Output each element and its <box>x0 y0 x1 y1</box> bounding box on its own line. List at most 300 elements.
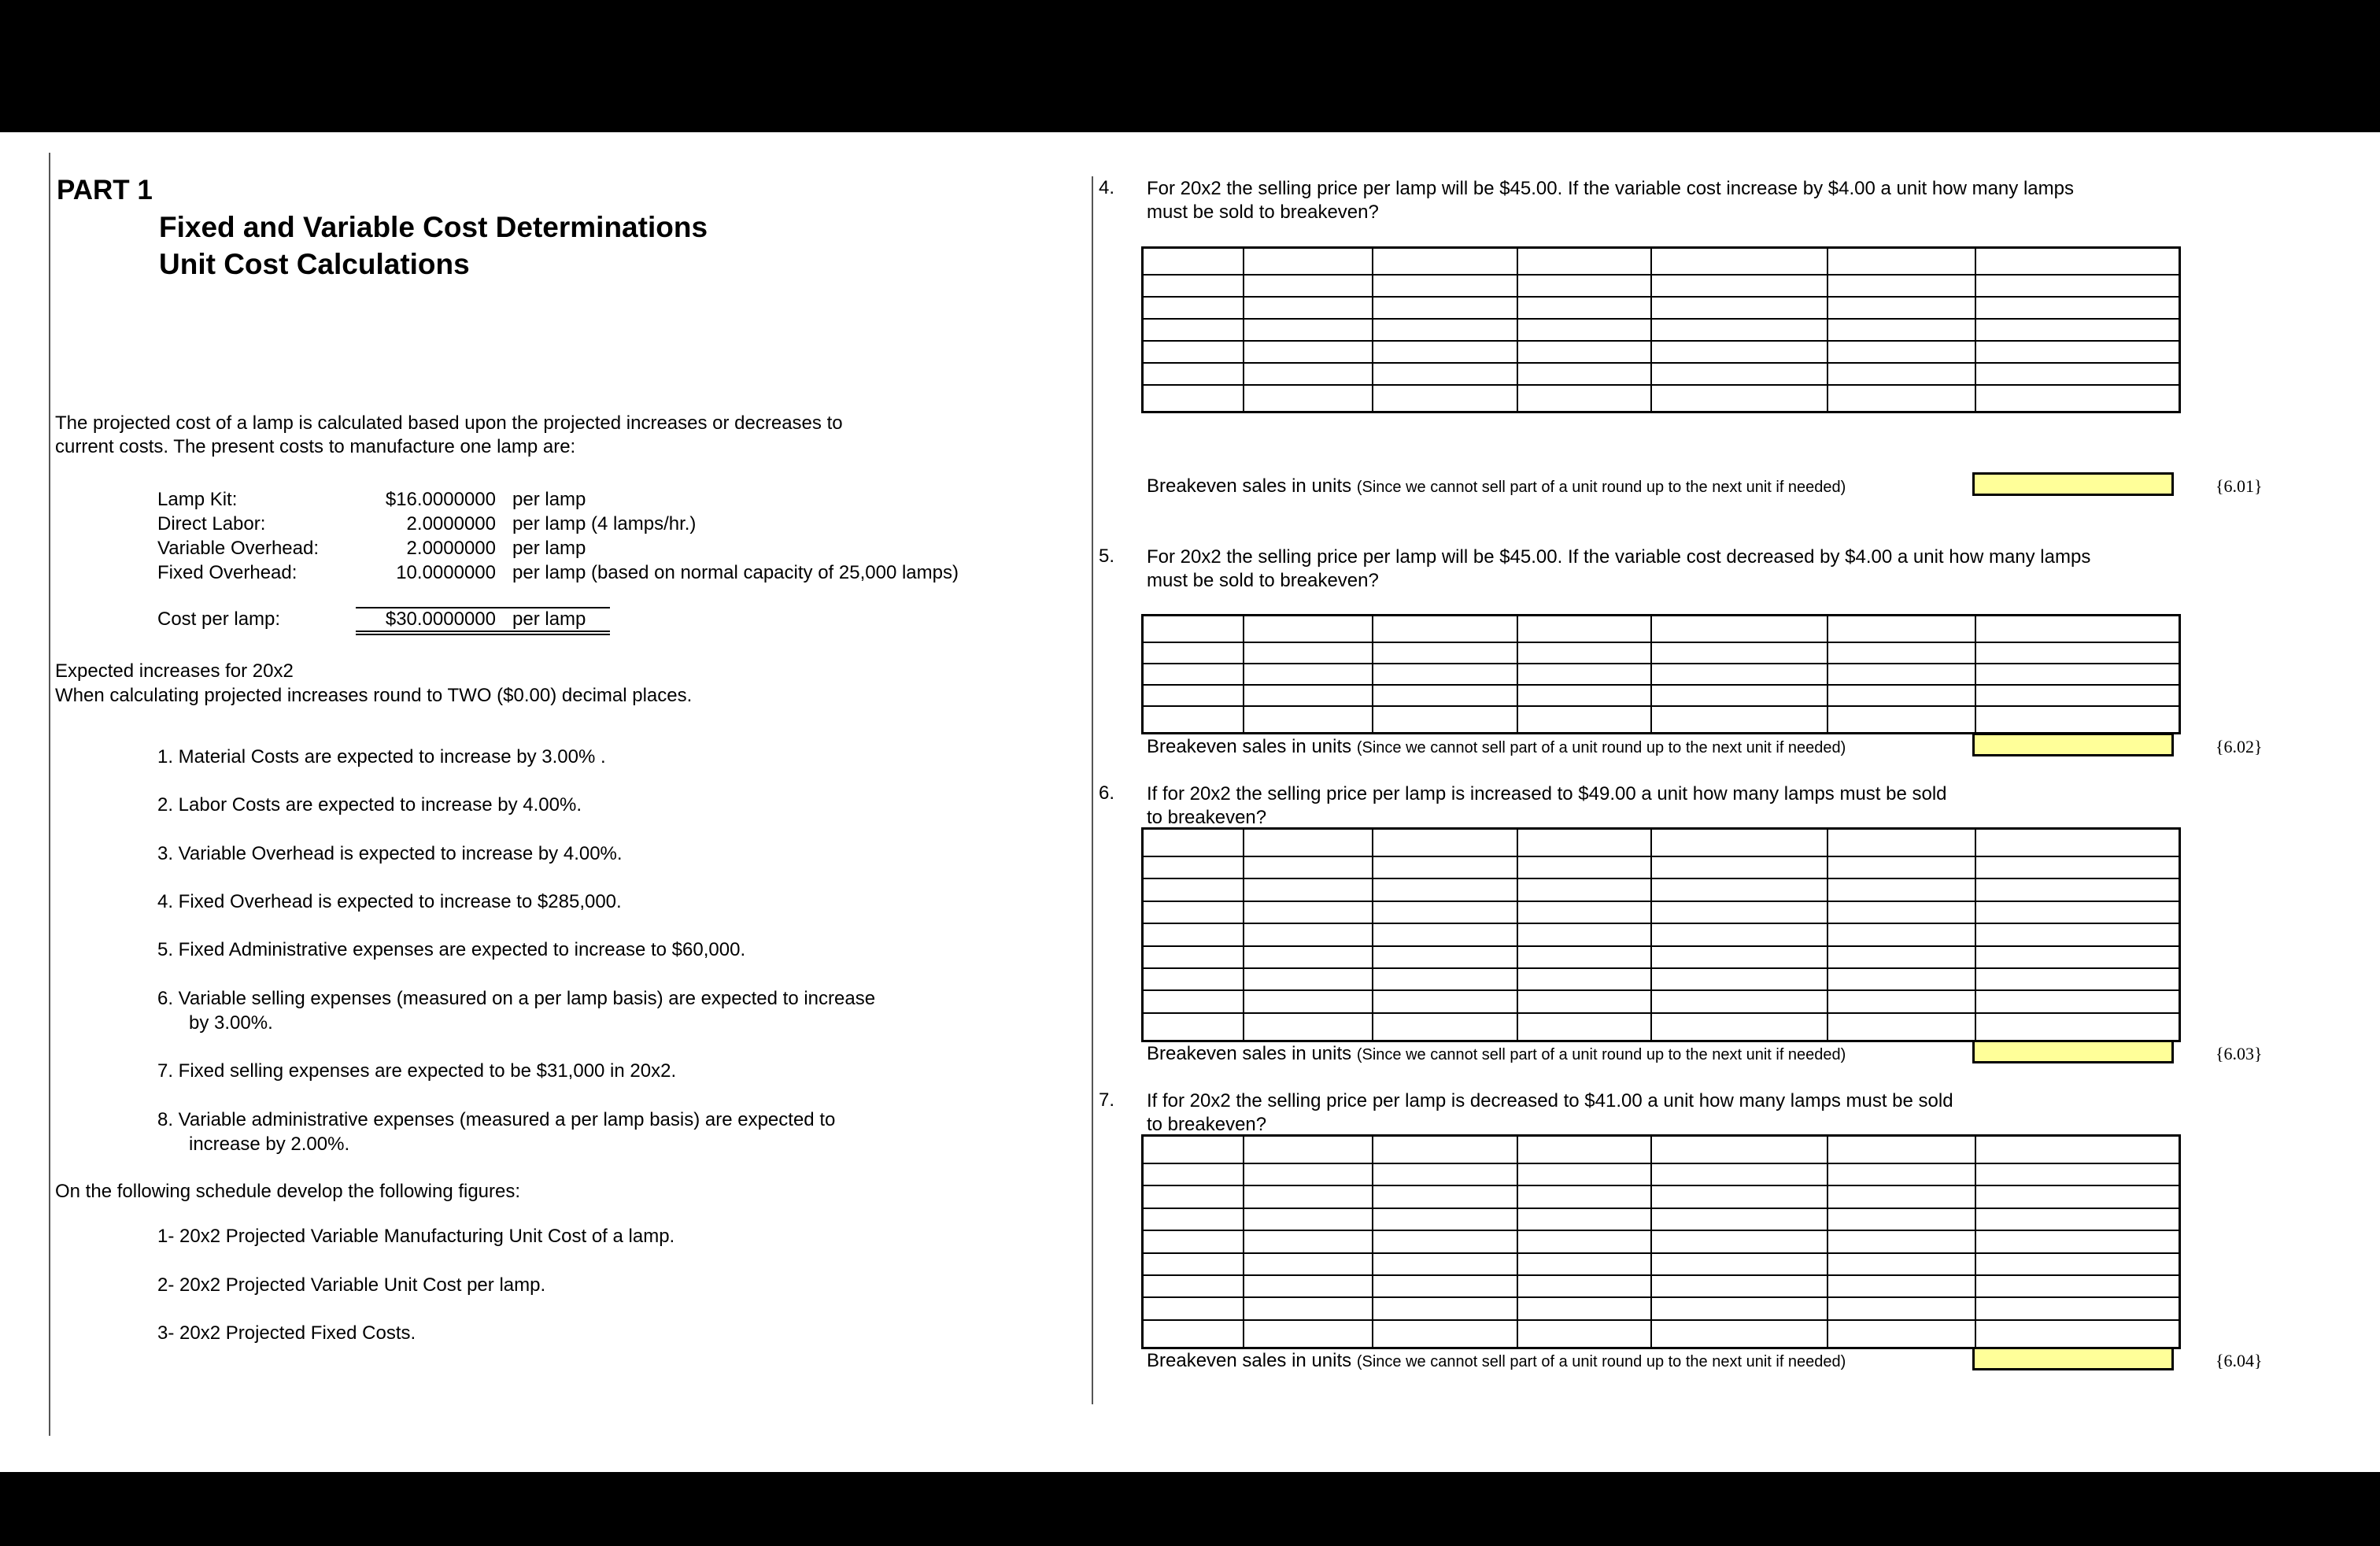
grid-cell[interactable] <box>1517 829 1651 857</box>
grid-cell[interactable] <box>1373 968 1517 990</box>
grid-cell[interactable] <box>1244 990 1373 1012</box>
grid-cell[interactable] <box>1651 616 1828 642</box>
grid-cell[interactable] <box>1244 1253 1373 1275</box>
grid-cell[interactable] <box>1244 297 1373 319</box>
grid-cell[interactable] <box>1373 878 1517 901</box>
grid-cell[interactable] <box>1143 642 1244 664</box>
grid-cell[interactable] <box>1651 946 1828 968</box>
grid-cell[interactable] <box>1651 923 1828 945</box>
grid-cell[interactable] <box>1828 1230 1975 1252</box>
grid-cell[interactable] <box>1975 856 2180 878</box>
grid-cell[interactable] <box>1517 1230 1651 1252</box>
grid-row <box>1143 363 2180 385</box>
question-6-breakeven-label <box>1147 1043 1846 1065</box>
grid-cell[interactable] <box>1517 1013 1651 1041</box>
grid-row <box>1143 297 2180 319</box>
grid-row <box>1143 642 2180 664</box>
grid-cell[interactable] <box>1373 923 1517 945</box>
grid-cell[interactable] <box>1828 1297 1975 1319</box>
grid-cell[interactable] <box>1828 685 1975 706</box>
grid-row <box>1143 1320 2180 1348</box>
cost-row-direct-labor <box>0 513 1023 538</box>
grid-cell[interactable] <box>1143 248 1244 276</box>
grid-cell[interactable] <box>1143 385 1244 412</box>
question-6-number: 6. <box>1099 782 1115 804</box>
grid-cell[interactable] <box>1143 878 1244 901</box>
grid-cell[interactable] <box>1828 901 1975 923</box>
cost-row-fixed-overhead <box>0 562 1023 586</box>
grid-cell[interactable] <box>1244 946 1373 968</box>
grid-cell[interactable] <box>1373 1297 1517 1319</box>
grid-cell[interactable] <box>1975 363 2180 385</box>
grid-cell[interactable] <box>1975 923 2180 945</box>
grid-cell[interactable] <box>1143 829 1244 857</box>
grid-cell[interactable] <box>1143 275 1244 297</box>
grid-row <box>1143 1230 2180 1252</box>
grid-cell[interactable] <box>1651 275 1828 297</box>
grid-cell[interactable] <box>1517 1253 1651 1275</box>
grid-cell[interactable] <box>1517 248 1651 276</box>
question-4-breakeven-label <box>1147 475 1846 497</box>
grid-cell[interactable] <box>1828 664 1975 685</box>
grid-cell[interactable] <box>1373 1013 1517 1041</box>
grid-cell[interactable] <box>1373 829 1517 857</box>
question-7-breakeven-label <box>1147 1350 1846 1372</box>
grid-cell[interactable] <box>1517 946 1651 968</box>
grid-cell[interactable] <box>1651 1297 1828 1319</box>
grid-cell[interactable] <box>1143 685 1244 706</box>
grid-cell[interactable] <box>1143 856 1244 878</box>
grid-cell[interactable] <box>1517 685 1651 706</box>
grid-cell[interactable] <box>1828 1163 1975 1185</box>
grid-cell[interactable] <box>1373 946 1517 968</box>
grid-cell[interactable] <box>1828 616 1975 642</box>
grid-cell[interactable] <box>1143 968 1244 990</box>
grid-cell[interactable] <box>1828 990 1975 1012</box>
grid-cell[interactable] <box>1143 1297 1244 1319</box>
grid-cell[interactable] <box>1828 363 1975 385</box>
grid-cell[interactable] <box>1651 829 1828 857</box>
cost-label: Lamp Kit: <box>157 489 238 510</box>
grid-cell[interactable] <box>1828 275 1975 297</box>
grid-cell[interactable] <box>1143 1013 1244 1041</box>
grid-cell[interactable] <box>1975 1185 2180 1208</box>
grid-row <box>1143 923 2180 945</box>
breakeven-label-text: Breakeven sales in units <box>1147 736 1352 757</box>
schedule-item-3: 3- 20x2 Projected Fixed Costs. <box>157 1322 416 1344</box>
grid-cell[interactable] <box>1373 319 1517 341</box>
question-5-work-grid[interactable] <box>1141 614 2181 734</box>
question-5-answer-cell[interactable] <box>1972 733 2174 756</box>
grid-cell[interactable] <box>1828 297 1975 319</box>
grid-cell[interactable] <box>1143 1163 1244 1185</box>
question-5-breakeven-label <box>1147 736 1846 758</box>
question-5-text-2: must be sold to breakeven? <box>1147 570 1379 591</box>
grid-cell[interactable] <box>1828 248 1975 276</box>
grid-row <box>1143 341 2180 363</box>
grid-cell[interactable] <box>1651 901 1828 923</box>
heading-unit-cost: Unit Cost Calculations <box>159 248 470 280</box>
grid-cell[interactable] <box>1143 664 1244 685</box>
grid-cell[interactable] <box>1975 248 2180 276</box>
grid-cell[interactable] <box>1244 1208 1373 1230</box>
grid-cell[interactable] <box>1373 248 1517 276</box>
grid-cell[interactable] <box>1244 706 1373 733</box>
question-6-text-2: to breakeven? <box>1147 807 1267 828</box>
grid-cell[interactable] <box>1828 1185 1975 1208</box>
grid-cell[interactable] <box>1517 385 1651 412</box>
grid-cell[interactable] <box>1143 901 1244 923</box>
grid-cell[interactable] <box>1373 901 1517 923</box>
grid-cell[interactable] <box>1828 1136 1975 1164</box>
grid-cell[interactable] <box>1517 923 1651 945</box>
question-5-number: 5. <box>1099 546 1115 567</box>
grid-cell[interactable] <box>1517 664 1651 685</box>
grid-cell[interactable] <box>1244 664 1373 685</box>
breakeven-label-text: Breakeven sales in units <box>1147 475 1352 497</box>
grid-cell[interactable] <box>1651 341 1828 363</box>
grid-cell[interactable] <box>1975 642 2180 664</box>
grid-cell[interactable] <box>1651 1136 1828 1164</box>
grid-cell[interactable] <box>1517 706 1651 733</box>
grid-cell[interactable] <box>1975 946 2180 968</box>
grid-cell[interactable] <box>1244 923 1373 945</box>
grid-cell[interactable] <box>1244 248 1373 276</box>
question-5-ref: {6.02} <box>2216 737 2263 756</box>
question-6-work-grid[interactable] <box>1141 827 2181 1042</box>
grid-cell[interactable] <box>1828 968 1975 990</box>
cost-amount: 2.0000000 <box>406 538 496 559</box>
grid-row <box>1143 1297 2180 1319</box>
increase-item-8-cont: increase by 2.00%. <box>189 1134 350 1155</box>
grid-cell[interactable] <box>1373 856 1517 878</box>
grid-cell[interactable] <box>1373 297 1517 319</box>
grid-cell[interactable] <box>1975 878 2180 901</box>
grid-row <box>1143 706 2180 733</box>
grid-cell[interactable] <box>1651 319 1828 341</box>
grid-cell[interactable] <box>1651 297 1828 319</box>
cost-label: Variable Overhead: <box>157 538 320 559</box>
grid-row <box>1143 275 2180 297</box>
expected-line-1: Expected increases for 20x2 <box>55 660 294 682</box>
grid-cell[interactable] <box>1143 1253 1244 1275</box>
grid-cell[interactable] <box>1975 706 2180 733</box>
grid-cell[interactable] <box>1373 1185 1517 1208</box>
grid-row <box>1143 664 2180 685</box>
grid-cell[interactable] <box>1975 1230 2180 1252</box>
worksheet-page <box>0 132 2380 1472</box>
grid-cell[interactable] <box>1517 856 1651 878</box>
grid-cell[interactable] <box>1517 341 1651 363</box>
grid-cell[interactable] <box>1975 1275 2180 1297</box>
increase-item-6-cont: by 3.00%. <box>189 1012 273 1034</box>
grid-cell[interactable] <box>1975 1320 2180 1348</box>
grid-cell[interactable] <box>1143 990 1244 1012</box>
grid-cell[interactable] <box>1244 1185 1373 1208</box>
cost-amount: 2.0000000 <box>406 513 496 534</box>
grid-cell[interactable] <box>1651 642 1828 664</box>
grid-cell[interactable] <box>1373 1136 1517 1164</box>
grid-cell[interactable] <box>1143 706 1244 733</box>
grid-cell[interactable] <box>1517 1297 1651 1319</box>
grid-cell[interactable] <box>1244 363 1373 385</box>
grid-cell[interactable] <box>1975 968 2180 990</box>
grid-cell[interactable] <box>1143 1230 1244 1252</box>
grid-cell[interactable] <box>1244 616 1373 642</box>
grid-cell[interactable] <box>1517 1208 1651 1230</box>
question-7-ref: {6.04} <box>2216 1351 2263 1370</box>
grid-cell[interactable] <box>1517 1275 1651 1297</box>
grid-cell[interactable] <box>1244 1013 1373 1041</box>
grid-cell[interactable] <box>1975 990 2180 1012</box>
grid-row <box>1143 1275 2180 1297</box>
question-7-text-2: to breakeven? <box>1147 1114 1267 1135</box>
heading-cost-determinations: Fixed and Variable Cost Determinations <box>159 211 708 243</box>
grid-cell[interactable] <box>1828 856 1975 878</box>
increase-item-3: 3. Variable Overhead is expected to increase by 4.00%. <box>157 843 623 864</box>
grid-cell[interactable] <box>1373 664 1517 685</box>
cost-unit: per lamp <box>512 538 586 559</box>
grid-cell[interactable] <box>1517 990 1651 1012</box>
total-amount: $30.0000000 <box>385 608 496 630</box>
grid-cell[interactable] <box>1651 385 1828 412</box>
breakeven-label-text: Breakeven sales in units <box>1147 1043 1352 1064</box>
question-4-work-grid[interactable] <box>1141 246 2181 413</box>
expected-line-2: When calculating projected increases round to TWO ($0.00) decimal places. <box>55 685 693 706</box>
grid-cell[interactable] <box>1143 1320 1244 1348</box>
grid-cell[interactable] <box>1143 1136 1244 1164</box>
grid-cell[interactable] <box>1517 1185 1651 1208</box>
grid-cell[interactable] <box>1244 1230 1373 1252</box>
grid-row <box>1143 990 2180 1012</box>
total-double-rule <box>356 631 610 635</box>
grid-cell[interactable] <box>1828 1253 1975 1275</box>
grid-cell[interactable] <box>1651 1163 1828 1185</box>
breakeven-note: (Since we cannot sell part of a unit round up to the next unit if needed) <box>1356 739 1846 756</box>
grid-row <box>1143 901 2180 923</box>
grid-cell[interactable] <box>1244 901 1373 923</box>
grid-cell[interactable] <box>1517 363 1651 385</box>
grid-cell[interactable] <box>1143 1208 1244 1230</box>
grid-cell[interactable] <box>1373 363 1517 385</box>
cost-amount: $16.0000000 <box>385 489 496 510</box>
grid-cell[interactable] <box>1517 968 1651 990</box>
grid-cell[interactable] <box>1244 685 1373 706</box>
increase-item-4: 4. Fixed Overhead is expected to increase to $285,000. <box>157 891 622 912</box>
increase-item-5: 5. Fixed Administrative expenses are expected to increase to $60,000. <box>157 939 746 960</box>
grid-cell[interactable] <box>1244 1136 1373 1164</box>
question-6-answer-cell[interactable] <box>1972 1040 2174 1063</box>
cost-row-variable-overhead <box>0 538 1023 562</box>
grid-cell[interactable] <box>1517 1136 1651 1164</box>
question-4-answer-cell[interactable] <box>1972 472 2174 496</box>
grid-cell[interactable] <box>1975 616 2180 642</box>
question-6-ref: {6.03} <box>2216 1044 2263 1063</box>
grid-row <box>1143 968 2180 990</box>
grid-cell[interactable] <box>1244 856 1373 878</box>
grid-cell[interactable] <box>1517 901 1651 923</box>
grid-row <box>1143 1163 2180 1185</box>
grid-cell[interactable] <box>1975 664 2180 685</box>
grid-cell[interactable] <box>1975 1163 2180 1185</box>
grid-cell[interactable] <box>1517 1163 1651 1185</box>
grid-cell[interactable] <box>1828 1208 1975 1230</box>
schedule-item-1: 1- 20x2 Projected Variable Manufacturing Unit Cost of a lamp. <box>157 1226 675 1247</box>
grid-cell[interactable] <box>1373 1230 1517 1252</box>
grid-cell[interactable] <box>1828 829 1975 857</box>
grid-cell[interactable] <box>1651 1320 1828 1348</box>
grid-cell[interactable] <box>1244 385 1373 412</box>
grid-cell[interactable] <box>1244 968 1373 990</box>
question-7-number: 7. <box>1099 1089 1115 1111</box>
grid-row <box>1143 1253 2180 1275</box>
grid-cell[interactable] <box>1975 901 2180 923</box>
increase-item-1: 1. Material Costs are expected to increase by 3.00% . <box>157 746 606 767</box>
question-4-text-1: For 20x2 the selling price per lamp will be $45.00. If the variable cost increase by $4.00 a unit how many lamps <box>1147 178 2074 199</box>
grid-cell[interactable] <box>1975 685 2180 706</box>
grid-cell[interactable] <box>1517 878 1651 901</box>
grid-cell[interactable] <box>1651 968 1828 990</box>
grid-row <box>1143 829 2180 857</box>
grid-cell[interactable] <box>1373 990 1517 1012</box>
grid-cell[interactable] <box>1975 1136 2180 1164</box>
grid-row <box>1143 1185 2180 1208</box>
cost-unit: per lamp (based on normal capacity of 25,000 lamps) <box>512 562 959 583</box>
question-5-text-1: For 20x2 the selling price per lamp will be $45.00. If the variable cost decreased by $4.00 a unit how many lamps <box>1147 546 2091 568</box>
grid-cell[interactable] <box>1244 1163 1373 1185</box>
grid-cell[interactable] <box>1975 1297 2180 1319</box>
grid-cell[interactable] <box>1975 319 2180 341</box>
grid-cell[interactable] <box>1975 275 2180 297</box>
grid-cell[interactable] <box>1373 341 1517 363</box>
grid-cell[interactable] <box>1143 297 1244 319</box>
breakeven-label-text: Breakeven sales in units <box>1147 1350 1352 1371</box>
grid-row <box>1143 1136 2180 1164</box>
grid-cell[interactable] <box>1373 1253 1517 1275</box>
grid-cell[interactable] <box>1244 341 1373 363</box>
grid-cell[interactable] <box>1244 1320 1373 1348</box>
question-7-text-1: If for 20x2 the selling price per lamp is decreased to $41.00 a unit how many lamps must be sold <box>1147 1090 1953 1111</box>
grid-cell[interactable] <box>1975 341 2180 363</box>
grid-cell[interactable] <box>1651 1185 1828 1208</box>
grid-cell[interactable] <box>1828 878 1975 901</box>
grid-cell[interactable] <box>1244 319 1373 341</box>
question-7-answer-cell[interactable] <box>1972 1347 2174 1370</box>
grid-cell[interactable] <box>1517 275 1651 297</box>
grid-cell[interactable] <box>1373 616 1517 642</box>
grid-cell[interactable] <box>1651 1275 1828 1297</box>
cost-amount: 10.0000000 <box>396 562 496 583</box>
grid-cell[interactable] <box>1517 616 1651 642</box>
grid-cell[interactable] <box>1143 341 1244 363</box>
cost-label: Direct Labor: <box>157 513 266 534</box>
grid-cell[interactable] <box>1828 1275 1975 1297</box>
grid-cell[interactable] <box>1143 1275 1244 1297</box>
grid-cell[interactable] <box>1373 706 1517 733</box>
cost-row-total <box>0 608 1023 633</box>
grid-cell[interactable] <box>1651 990 1828 1012</box>
grid-cell[interactable] <box>1651 248 1828 276</box>
column-divider <box>1092 176 1093 1404</box>
grid-cell[interactable] <box>1828 1013 1975 1041</box>
grid-cell[interactable] <box>1143 319 1244 341</box>
grid-cell[interactable] <box>1651 363 1828 385</box>
grid-cell[interactable] <box>1651 1230 1828 1252</box>
grid-row <box>1143 878 2180 901</box>
grid-cell[interactable] <box>1373 1275 1517 1297</box>
grid-row <box>1143 1013 2180 1041</box>
grid-cell[interactable] <box>1975 1208 2180 1230</box>
grid-cell[interactable] <box>1244 1275 1373 1297</box>
grid-cell[interactable] <box>1651 1013 1828 1041</box>
grid-cell[interactable] <box>1651 706 1828 733</box>
grid-cell[interactable] <box>1373 385 1517 412</box>
grid-cell[interactable] <box>1244 829 1373 857</box>
grid-cell[interactable] <box>1244 642 1373 664</box>
grid-cell[interactable] <box>1651 685 1828 706</box>
grid-cell[interactable] <box>1143 923 1244 945</box>
grid-cell[interactable] <box>1373 1320 1517 1348</box>
left-margin-line <box>49 153 50 1436</box>
grid-cell[interactable] <box>1517 297 1651 319</box>
breakeven-note: (Since we cannot sell part of a unit round up to the next unit if needed) <box>1356 479 1846 496</box>
grid-cell[interactable] <box>1651 1208 1828 1230</box>
grid-row <box>1143 1208 2180 1230</box>
grid-cell[interactable] <box>1517 642 1651 664</box>
grid-cell[interactable] <box>1143 363 1244 385</box>
grid-cell[interactable] <box>1143 946 1244 968</box>
cost-label: Fixed Overhead: <box>157 562 298 583</box>
grid-cell[interactable] <box>1517 319 1651 341</box>
grid-cell[interactable] <box>1975 829 2180 857</box>
grid-cell[interactable] <box>1373 685 1517 706</box>
grid-cell[interactable] <box>1828 1320 1975 1348</box>
grid-cell[interactable] <box>1373 642 1517 664</box>
grid-cell[interactable] <box>1143 616 1244 642</box>
grid-cell[interactable] <box>1244 1297 1373 1319</box>
grid-cell[interactable] <box>1517 1320 1651 1348</box>
grid-cell[interactable] <box>1651 878 1828 901</box>
grid-cell[interactable] <box>1975 1253 2180 1275</box>
breakeven-note: (Since we cannot sell part of a unit round up to the next unit if needed) <box>1356 1046 1846 1063</box>
grid-cell[interactable] <box>1828 946 1975 968</box>
grid-cell[interactable] <box>1828 341 1975 363</box>
grid-cell[interactable] <box>1373 275 1517 297</box>
grid-cell[interactable] <box>1828 642 1975 664</box>
grid-cell[interactable] <box>1651 664 1828 685</box>
grid-cell[interactable] <box>1828 319 1975 341</box>
grid-cell[interactable] <box>1244 275 1373 297</box>
grid-cell[interactable] <box>1651 1253 1828 1275</box>
grid-cell[interactable] <box>1828 706 1975 733</box>
grid-cell[interactable] <box>1373 1163 1517 1185</box>
intro-line-1: The projected cost of a lamp is calculated based upon the projected increases or decreases to <box>55 412 843 434</box>
grid-row <box>1143 616 2180 642</box>
grid-cell[interactable] <box>1975 385 2180 412</box>
grid-cell[interactable] <box>1828 385 1975 412</box>
grid-cell[interactable] <box>1244 878 1373 901</box>
schedule-item-2: 2- 20x2 Projected Variable Unit Cost per lamp. <box>157 1274 546 1296</box>
question-4-text-2: must be sold to breakeven? <box>1147 202 1379 223</box>
increase-item-2: 2. Labor Costs are expected to increase by 4.00%. <box>157 794 582 816</box>
question-7-work-grid[interactable] <box>1141 1134 2181 1349</box>
grid-cell[interactable] <box>1828 923 1975 945</box>
grid-cell[interactable] <box>1143 1185 1244 1208</box>
grid-cell[interactable] <box>1373 1208 1517 1230</box>
grid-cell[interactable] <box>1975 297 2180 319</box>
grid-cell[interactable] <box>1975 1013 2180 1041</box>
grid-cell[interactable] <box>1651 856 1828 878</box>
